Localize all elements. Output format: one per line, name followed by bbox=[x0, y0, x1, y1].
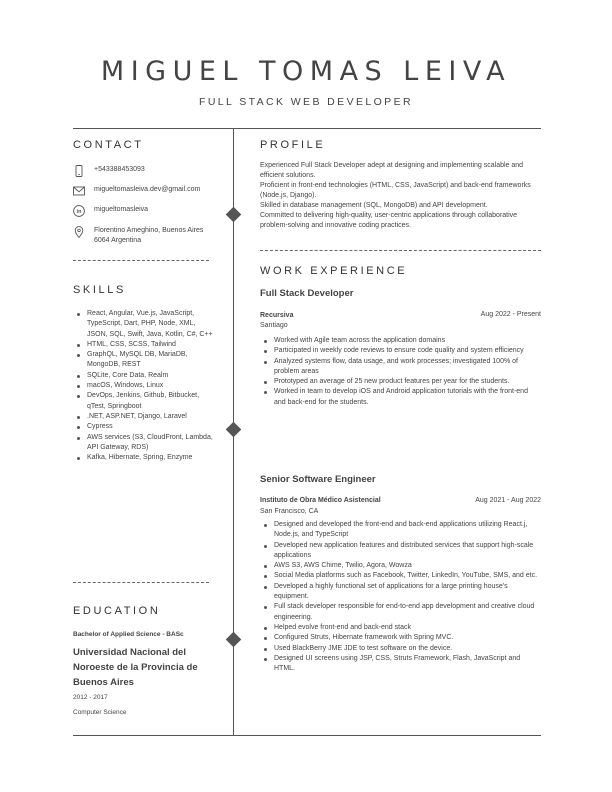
contact-phone bbox=[73, 165, 145, 177]
contact-separator bbox=[73, 260, 209, 261]
skill-item: HTML, CSS, SCSS, Tailwind bbox=[73, 340, 213, 350]
education-years: 2012 - 2017 bbox=[73, 694, 108, 701]
job-bullet: AWS S3, AWS Chime, Twilio, Agora, Wowza bbox=[260, 561, 540, 571]
job-bullet: Developed new application features and distributed services that support high-scale applications bbox=[260, 541, 540, 562]
profile-line: Proficient in front-end technologies (HTML, CSS, JavaScript) and back-end frameworks (Node.js, Django). bbox=[260, 182, 531, 199]
job-bullet: Designed and developed the front-end and back-end applications utilizing React.j, Node.js, and TypeScript bbox=[260, 520, 540, 541]
profile-separator bbox=[260, 250, 541, 251]
skill-item: AWS services (S3, CloudFront, Lambda, API Gateway, RDS) bbox=[73, 433, 213, 454]
job-bullets bbox=[260, 520, 540, 674]
job-bullet: Full stack developer responsible for end-to-end app development and creative cloud engineering. bbox=[260, 602, 540, 623]
contact-address bbox=[73, 226, 203, 246]
profile-line: Experienced Full Stack Developer adept at designing and implementing scalable and efficient solutions. bbox=[260, 162, 524, 179]
location-pin-icon bbox=[73, 226, 85, 238]
profile-line: Skilled in database management (SQL, MongoDB) and API development. bbox=[260, 202, 488, 209]
phone-icon bbox=[73, 165, 85, 177]
job-bullet: Used BlackBerry JME JDE to test software on the device. bbox=[260, 644, 540, 654]
education-field: Computer Science bbox=[73, 709, 127, 716]
job-bullet: Worked in team to develop iOS and Android application tutorials with the front-end and back-end for the students. bbox=[260, 387, 535, 408]
profile-summary bbox=[260, 161, 542, 231]
skill-item: DevOps, Jenkins, Github, Bitbucket, qTest, Springboot bbox=[73, 391, 213, 412]
job-bullet: Social Media platforms such as Facebook, Twitter, LinkedIn, YouTube, SMS, and etc. bbox=[260, 571, 540, 581]
job-bullet: Developed a highly functional set of applications for a large printing house's equipment. bbox=[260, 582, 540, 603]
job-title: Full Stack Developer bbox=[260, 288, 354, 299]
contact-heading: CONTACT bbox=[73, 139, 144, 151]
bottom-divider bbox=[73, 735, 541, 736]
skill-item: SQLite, Core Data, Realm bbox=[73, 371, 213, 381]
job-bullet: Analyzed systems flow, data usage, and work processes; investigated 100% of problem areas bbox=[260, 357, 535, 378]
contact-linkedin bbox=[73, 205, 148, 217]
phone-number: +543388453093 bbox=[94, 166, 145, 173]
divider-diamond bbox=[226, 207, 242, 223]
top-divider bbox=[73, 128, 541, 129]
job-company: Instituto de Obra Médico Asistencial bbox=[260, 497, 381, 504]
job-dates: Aug 2022 - Present bbox=[480, 311, 541, 318]
address-line-2: 6064 Argentina bbox=[94, 237, 142, 244]
job-bullet: Prototyped an average of 25 new product features per year for the students. bbox=[260, 377, 535, 387]
address-line-1: Florentino Ameghino, Buenos Aires bbox=[94, 227, 204, 234]
job-bullet: Configured Struts, Hibernate framework with Spring MVC. bbox=[260, 633, 540, 643]
skill-item: Cypress bbox=[73, 422, 213, 432]
skills-list bbox=[73, 309, 213, 463]
job-bullet: Worked with Agile team across the application domains bbox=[260, 336, 535, 346]
divider-diamond bbox=[226, 632, 242, 648]
job-dates: Aug 2021 - Aug 2022 bbox=[475, 497, 541, 504]
contact-email bbox=[73, 185, 200, 197]
linkedin-icon bbox=[73, 205, 85, 217]
envelope-icon bbox=[73, 185, 85, 197]
education-degree: Bachelor of Applied Science - BASc bbox=[73, 631, 184, 638]
education-school: Universidad Nacional del Noroeste de la Provincia de Buenos Aires bbox=[73, 647, 198, 688]
skill-item: GraphQL, MySQL DB, MariaDB, MongoDB, REST bbox=[73, 350, 213, 371]
skill-item: React, Angular, Vue.js, JavaScript, TypeScript, Dart, PHP, Node, XML, JSON, SQL, Swift, Java, Kotlin, C#, C++ bbox=[73, 309, 213, 340]
job-title: Senior Software Engineer bbox=[260, 474, 376, 485]
job-bullet: Designed UI screens using JSP, CSS, Struts Framework, Flash, JavaScript and HTML. bbox=[260, 654, 540, 675]
skill-item: Kafka, Hibernate, Spring, Enzyme bbox=[73, 453, 213, 463]
candidate-name: MIGUEL TOMAS LEIVA bbox=[100, 56, 512, 87]
job-bullet: Helped evolve front-end and back-end stack bbox=[260, 623, 540, 633]
job-bullets bbox=[260, 336, 535, 408]
job-location: San Francisco, CA bbox=[260, 508, 319, 515]
education-heading: EDUCATION bbox=[73, 605, 161, 617]
linkedin-handle[interactable]: migueltomasleiva bbox=[94, 206, 149, 213]
job-company: Recursiva bbox=[260, 312, 294, 319]
divider-diamond bbox=[226, 422, 242, 438]
work-heading: WORK EXPERIENCE bbox=[260, 265, 408, 277]
email-address[interactable]: migueltomasleiva.dev@gmail.com bbox=[94, 186, 201, 193]
skill-item: .NET, ASP.NET, Django, Laravel bbox=[73, 412, 213, 422]
skills-separator bbox=[73, 582, 209, 583]
job-bullet: Participated in weekly code reviews to ensure code quality and system efficiency bbox=[260, 346, 535, 356]
profile-heading: PROFILE bbox=[260, 139, 326, 151]
job-headline: FULL STACK WEB DEVELOPER bbox=[199, 96, 413, 108]
profile-line: Committed to delivering high-quality, user-centric applications through collaborative problem-solving and innovative coding practices. bbox=[260, 212, 518, 229]
job-location: Santiago bbox=[260, 322, 288, 329]
svg-text:in: in bbox=[76, 209, 82, 216]
skill-item: macOS, Windows, Linux bbox=[73, 381, 213, 391]
skills-heading: SKILLS bbox=[73, 284, 126, 296]
